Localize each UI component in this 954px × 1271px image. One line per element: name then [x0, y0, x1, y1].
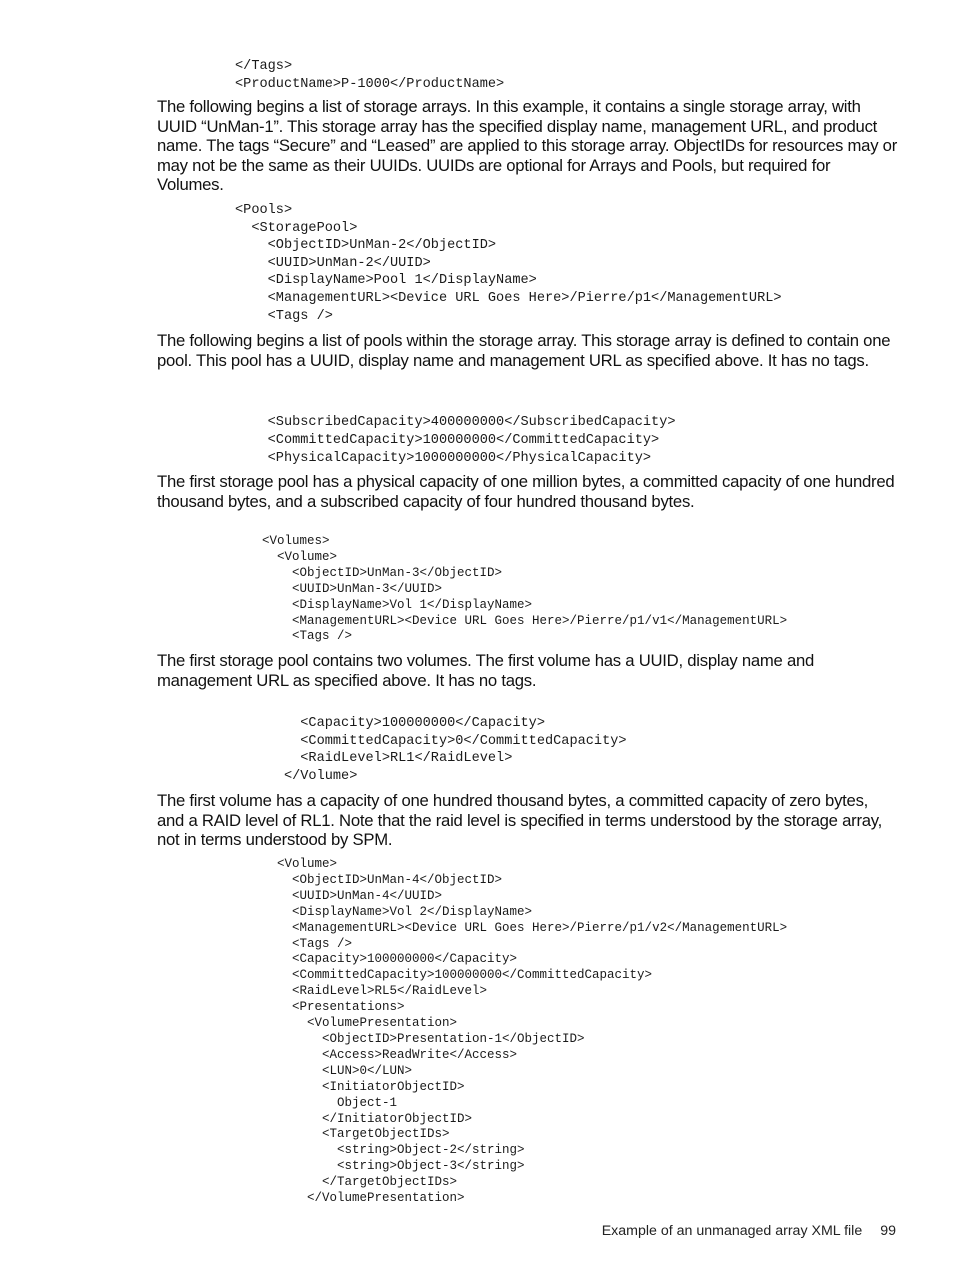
- code-line: </Tags>: [235, 59, 293, 74]
- code-line: <Volume>: [262, 857, 338, 871]
- code-line: <string>Object-2</string>: [262, 1143, 525, 1158]
- code-line: </VolumePresentation>: [262, 1191, 465, 1206]
- code-line: <StoragePool>: [235, 220, 358, 236]
- code-line: <RaidLevel>RL1</RaidLevel>: [235, 751, 513, 767]
- paragraph-pool-capacity: The first storage pool has a physical capacity of one million bytes, a committed capacity of one hundred thousand bytes, and a subscribed capacity of four hundred thousand bytes.: [157, 472, 895, 511]
- code-block-pool-capacity: [235, 414, 676, 467]
- code-line: <Access>ReadWrite</Access>: [262, 1047, 518, 1062]
- code-line: <ObjectID>UnMan-4</ObjectID>: [262, 872, 503, 887]
- code-line: <Capacity>100000000</Capacity>: [262, 952, 518, 967]
- code-line: <Presentations>: [262, 1000, 405, 1015]
- code-line: <VolumePresentation>: [262, 1016, 458, 1031]
- code-line: <ObjectID>UnMan-2</ObjectID>: [235, 238, 497, 254]
- code-line: <SubscribedCapacity>400000000</SubscribedCapacity>: [235, 415, 676, 430]
- paragraph-pools: The following begins a list of pools within the storage array. This storage array is defined to contain one pool. This pool has a UUID, display name and management URL as specified above. It has no tags.: [157, 331, 891, 370]
- footer-title: Example of an unmanaged array XML file: [601, 1223, 863, 1239]
- page-footer: [602, 1223, 896, 1239]
- code-line: <UUID>UnMan-3</UUID>: [262, 581, 443, 596]
- code-block-pools: [235, 202, 782, 325]
- code-line: <UUID>UnMan-2</UUID>: [235, 255, 431, 271]
- code-line: <Volumes>: [262, 534, 330, 548]
- code-line: <Pools>: [235, 203, 293, 218]
- code-line: <ManagementURL><Device URL Goes Here>/Pierre/p1</ManagementURL>: [235, 290, 782, 306]
- code-line: <DisplayName>Vol 2</DisplayName>: [262, 904, 533, 919]
- code-line: <ProductName>P-1000</ProductName>: [235, 76, 505, 92]
- code-line: <CommittedCapacity>0</CommittedCapacity>: [235, 733, 627, 749]
- code-line: <DisplayName>Pool 1</DisplayName>: [235, 273, 537, 289]
- code-block-product-name: [235, 58, 504, 93]
- code-block-volume-2: [262, 857, 787, 1207]
- code-line: <ManagementURL><Device URL Goes Here>/Pierre/p1/v1</ManagementURL>: [262, 613, 788, 628]
- code-line: <Tags />: [235, 308, 333, 324]
- code-line: <InitiatorObjectID>: [262, 1079, 465, 1094]
- code-line: <CommittedCapacity>100000000</CommittedCapacity>: [235, 432, 660, 448]
- code-line: <LUN>0</LUN>: [262, 1063, 413, 1078]
- code-block-volume-capacity: [235, 715, 627, 785]
- code-line: <Tags />: [262, 936, 353, 951]
- paragraph-storage-arrays: The following begins a list of storage arrays. In this example, it contains a single storage array, with UUID “UnMan-1”. This storage array has the specified display name, management URL, and product name. The tags “Secure” and “Leased” are applied to this storage array. ObjectIDs for resources may or may not be the same as their UUIDs. UUIDs are optional for Arrays and Pools, but required for Volumes.: [157, 97, 898, 195]
- code-line: <Capacity>100000000</Capacity>: [235, 716, 545, 731]
- code-line: </InitiatorObjectID>: [262, 1111, 473, 1126]
- code-line: <RaidLevel>RL5</RaidLevel>: [262, 984, 488, 999]
- code-line: </Volume>: [235, 768, 358, 784]
- code-line: <Volume>: [262, 549, 338, 564]
- code-line: <string>Object-3</string>: [262, 1159, 525, 1174]
- code-line: </TargetObjectIDs>: [262, 1175, 458, 1190]
- code-line: <ManagementURL><Device URL Goes Here>/Pierre/p1/v2</ManagementURL>: [262, 920, 788, 935]
- code-block-volumes: [262, 534, 787, 645]
- code-line: <ObjectID>UnMan-3</ObjectID>: [262, 565, 503, 580]
- page-number: 99: [880, 1223, 896, 1239]
- code-line: <TargetObjectIDs>: [262, 1127, 450, 1142]
- paragraph-volumes: The first storage pool contains two volumes. The first volume has a UUID, display name and management URL as specified above. It has no tags.: [157, 651, 815, 690]
- code-line: <Tags />: [262, 629, 353, 644]
- code-line: <CommittedCapacity>100000000</CommittedCapacity>: [262, 968, 653, 983]
- code-line: Object-1: [262, 1095, 398, 1110]
- code-line: <UUID>UnMan-4</UUID>: [262, 888, 443, 903]
- code-line: <PhysicalCapacity>1000000000</PhysicalCapacity>: [235, 450, 652, 466]
- paragraph-volume-capacity: The first volume has a capacity of one hundred thousand bytes, a committed capacity of zero bytes, and a RAID level of RL1. Note that the raid level is specified in terms understood by the storage array, not in terms understood by SPM.: [157, 791, 883, 850]
- code-line: <DisplayName>Vol 1</DisplayName>: [262, 597, 533, 612]
- code-line: <ObjectID>Presentation-1</ObjectID>: [262, 1031, 585, 1046]
